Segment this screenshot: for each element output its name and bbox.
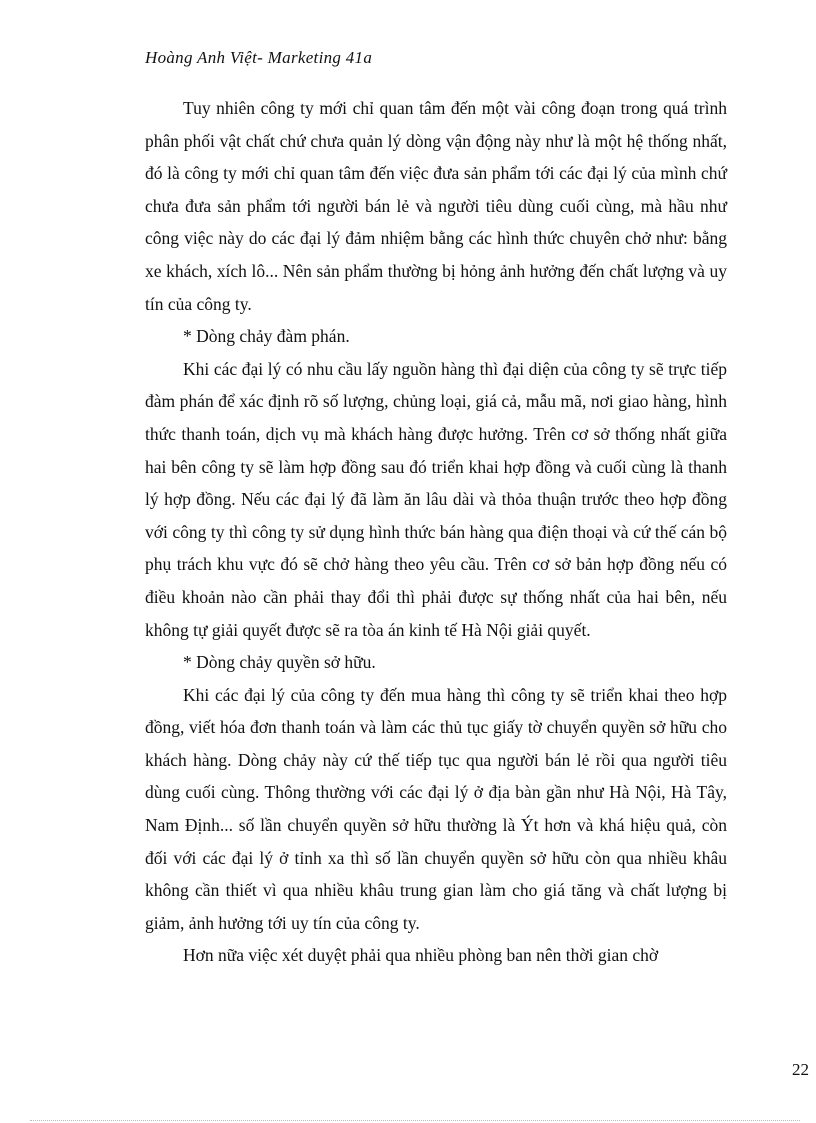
section-heading: * Dòng chảy đàm phán. [183, 326, 350, 347]
paragraph: Khi các đại lý của công ty đến mua hàng thì công ty sẽ triển khai theo hợp đồng, viết hóa đơn thanh toán và làm các thủ tục giấy tờ chuyển quyền sở hữu cho khách hàng. Dòng chảy này cứ thế tiếp tục qua người bán lẻ rồi qua người tiêu dùng cuối cùng. Thông thường với các đại lý ở địa bàn gần như Hà Nội, Hà Tây, Nam Định... số lần chuyển quyền sở hữu thường là Ýt hơn và khá hiệu quả, còn đối với các đại lý ở tỉnh xa thì số lần chuyển quyền sở hữu còn qua nhiều khâu không cần thiết vì qua nhiều khâu trung gian làm cho giá tăng và chất lượng bị giảm, ảnh hưởng tới uy tín của công ty. [145, 684, 727, 933]
paragraph: Khi các đại lý có nhu cầu lấy nguồn hàng thì đại diện của công ty sẽ trực tiếp đàm phán để xác định rõ số lượng, chủng loại, giá cả, mẫu mã, nơi giao hàng, hình thức thanh toán, dịch vụ mà khách hàng được hưởng. Trên cơ sở thống nhất giữa hai bên công ty sẽ làm hợp đồng sau đó triển khai hợp đồng và cuối cùng là thanh lý hợp đồng. Nếu các đại lý đã làm ăn lâu dài và thỏa thuận trước theo hợp đồng với công ty thì công ty sử dụng hình thức bán hàng qua điện thoại và cứ thế cán bộ phụ trách khu vực đó sẽ chở hàng theo yêu cầu. Trên cơ sở bản hợp đồng nếu có điều khoản nào cần phải thay đổi thì phải được sự thống nhất của hai bên, nếu không tự giải quyết được sẽ ra tòa án kinh tế Hà Nội giải quyết. [145, 358, 727, 640]
page-header: Hoàng Anh Việt- Marketing 41a [145, 48, 373, 67]
page-number: 22 [792, 1060, 809, 1079]
footer-divider [30, 1120, 800, 1121]
paragraph: Tuy nhiên công ty mới chỉ quan tâm đến một vài công đoạn trong quá trình phân phối vật chất chứ chưa quản lý dòng vận động này như là một hệ thống nhất, đó là công ty mới chỉ quan tâm đến việc đưa sản phẩm tới các đại lý của mình chứ chưa đưa sản phẩm tới người bán lẻ và người tiêu dùng cuối cùng, mà hầu như công việc này do các đại lý đảm nhiệm bằng các hình thức chuyên chở như: bằng xe khách, xích lô... Nên sản phẩm thường bị hỏng ảnh hưởng đến chất lượng và uy tín của công ty. [145, 98, 727, 314]
document-body [145, 92, 727, 972]
section-heading: * Dòng chảy quyền sở hữu. [183, 652, 376, 673]
paragraph: Hơn nữa việc xét duyệt phải qua nhiều phòng ban nên thời gian chờ [183, 945, 659, 966]
